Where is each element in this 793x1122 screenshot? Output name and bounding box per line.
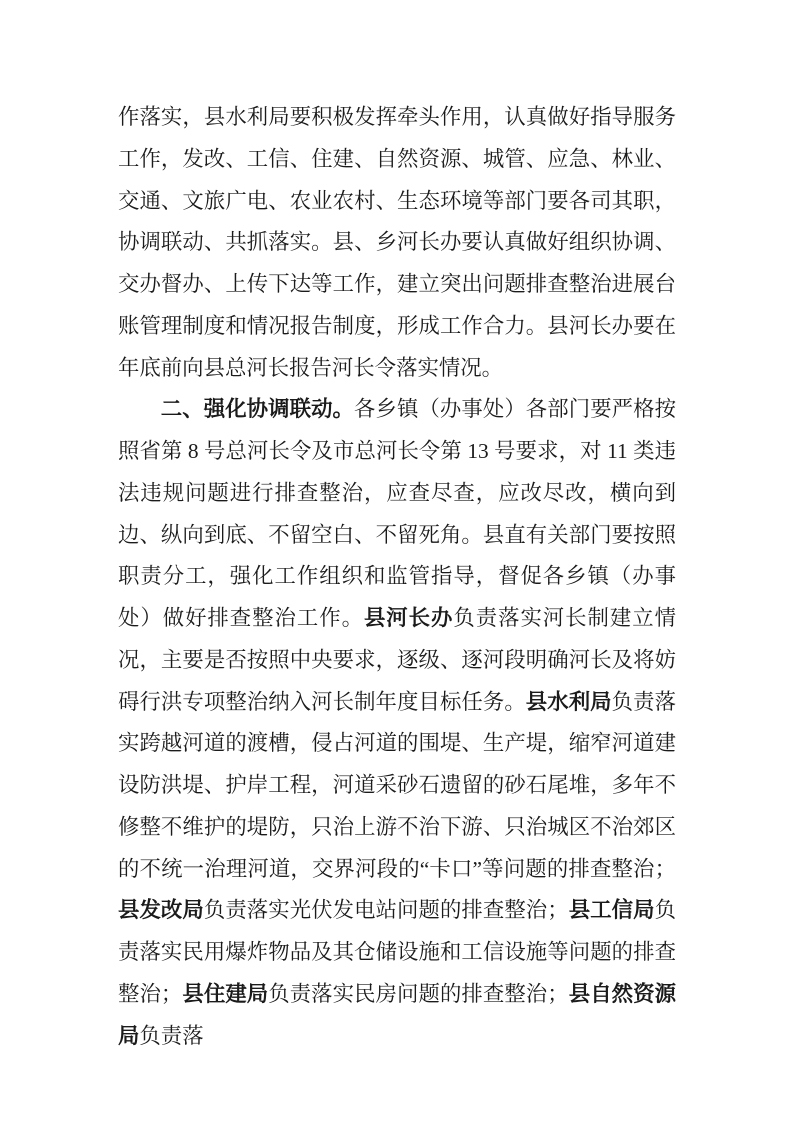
text-run: 负责落实民用爆炸物品及其仓储设施和工信设施等问题的排查整治；: [118, 898, 676, 1006]
bold-text-run: 县河长办: [363, 606, 454, 630]
paragraph-continuation: [118, 97, 676, 389]
text-run: 各乡镇（办事处）各部门要严格按照省第 8 号总河长令及市总河长令第 13 号要求，对 11 类违法违规问题进行排查整治，应查尽查，应改尽改，横向到边、纵向到底、不留空白、不留死角。县直有关部门要按照职责分工，强化工作组织和监管指导，督促各乡镇（办事处）做好排查整治工作。: [118, 397, 676, 630]
paragraph-section-two: [118, 389, 676, 1057]
document-body: [118, 97, 676, 1057]
bold-text-run: 县发改局: [118, 898, 204, 923]
bold-text-run: 县自然资源局: [118, 981, 676, 1048]
text-run: 作落实，县水利局要积极发挥牵头作用，认真做好指导服务工作，发改、工信、住建、自然资源、城管、应急、林业、交通、文旅广电、农业农村、生态环境等部门要各司其职，协调联动、共抓落实。县、乡河长办要认真做好组织协调、交办督办、上传下达等工作，建立突出问题排查整治进展台账管理制度和情况报告制度，形成工作合力。县河长办要在年底前向县总河长报告河长令落实情况。: [118, 105, 676, 380]
text-run: 负责落实跨越河道的渡槽，侵占河道的围堤、生产堤，缩窄河道建设防洪堤、护岸工程，河道采砂石遗留的砂石尾堆，多年不修整不维护的堤防，只治上游不治下游、只治城区不治郊区的不统一治理河道，交界河段的“卡口”等问题的排查整治；: [118, 689, 676, 881]
bold-text-run: 县水利局: [525, 689, 612, 714]
bold-text-run: 县工信局: [568, 898, 655, 923]
text-run: 负责落: [139, 1023, 204, 1048]
bold-text-run: 县住建局: [182, 981, 269, 1006]
text-run: 负责落实河长制建立情况，主要是否按照中央要求，逐级、逐河段明确河长及将妨碍行洪专项整治纳入河长制年度目标任务。: [118, 606, 676, 714]
text-run: 负责落实光伏发电站问题的排查整治；: [203, 898, 569, 923]
text-run: 负责落实民房问题的排查整治；: [268, 981, 569, 1006]
bold-text-run: 二、强化协调联动。: [160, 397, 355, 422]
